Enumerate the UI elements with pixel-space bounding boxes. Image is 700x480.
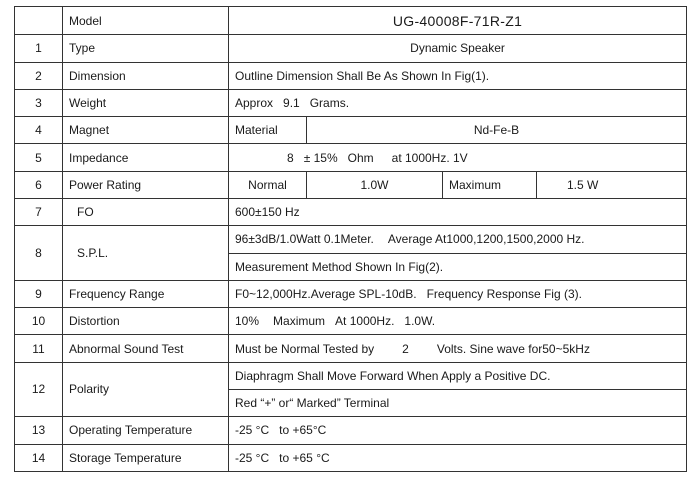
row-label: FO	[63, 198, 229, 225]
abnormal-test-volts: 2	[402, 341, 409, 356]
storage-temp-min: -25 °C	[235, 450, 270, 465]
power-max-label: Maximum	[443, 171, 537, 198]
row-number: 8	[15, 226, 63, 281]
table-row	[15, 308, 687, 335]
row-value	[229, 444, 687, 471]
freq-response-ref: Frequency Response Fig (3).	[426, 286, 582, 301]
row-number: 14	[15, 444, 63, 471]
row-number: 9	[15, 280, 63, 307]
spl-line-1	[229, 226, 687, 253]
magnet-material-label: Material	[229, 117, 307, 144]
weight-unit: Grams.	[309, 96, 350, 110]
table-row	[15, 280, 687, 307]
spl-line-2: Measurement Method Shown In Fig(2).	[229, 253, 687, 280]
table-row	[15, 62, 687, 89]
row-value	[229, 144, 687, 171]
row-label: Weight	[63, 89, 229, 116]
row-number: 3	[15, 89, 63, 116]
table-row	[15, 89, 687, 116]
spl-average: Average At1000,1200,1500,2000 Hz.	[387, 232, 585, 247]
impedance-condition: at 1000Hz. 1V	[391, 150, 468, 165]
row-label: Polarity	[63, 362, 229, 417]
speaker-spec-table	[14, 6, 687, 472]
header-label: Model	[63, 7, 229, 35]
row-value: Dynamic Speaker	[229, 35, 687, 62]
row-number: 13	[15, 417, 63, 444]
distortion-max: Maximum	[273, 314, 326, 329]
row-label: Magnet	[63, 117, 229, 144]
row-label: Frequency Range	[63, 280, 229, 307]
table-row	[15, 171, 687, 198]
polarity-line-2: Red “+” or“ Marked” Terminal	[229, 389, 687, 416]
row-value	[229, 335, 687, 362]
row-value: Outline Dimension Shall Be As Shown In Fig(1).	[229, 62, 687, 89]
row-number: 2	[15, 62, 63, 89]
row-label: Dimension	[63, 62, 229, 89]
row-label: Type	[63, 35, 229, 62]
operating-temp-max: to +65°C	[279, 423, 327, 438]
weight-value: 9.1	[283, 96, 300, 110]
row-label: Operating Temperature	[63, 417, 229, 444]
row-label: Storage Temperature	[63, 444, 229, 471]
table-row	[15, 444, 687, 471]
row-number: 6	[15, 171, 63, 198]
polarity-line-1: Diaphragm Shall Move Forward When Apply a Positive DC.	[229, 362, 687, 389]
table-row	[15, 362, 687, 389]
impedance-unit: Ohm	[347, 150, 374, 165]
power-normal-label: Normal	[229, 171, 307, 198]
row-label: S.P.L.	[63, 226, 229, 281]
power-normal-value: 1.0W	[307, 171, 443, 198]
operating-temp-min: -25 °C	[235, 423, 270, 438]
table-row	[15, 144, 687, 171]
row-number: 1	[15, 35, 63, 62]
row-number: 4	[15, 117, 63, 144]
table-row	[15, 417, 687, 444]
row-number: 7	[15, 198, 63, 225]
row-number: 11	[15, 335, 63, 362]
row-value	[229, 280, 687, 307]
distortion-freq: At 1000Hz.	[335, 314, 395, 329]
impedance-value: 8	[287, 150, 294, 165]
row-value: 600±150 Hz	[229, 198, 687, 225]
storage-temp-max: to +65 °C	[279, 450, 330, 465]
row-label: Distortion	[63, 308, 229, 335]
header-num-cell	[15, 7, 63, 35]
row-label: Impedance	[63, 144, 229, 171]
table-row	[15, 35, 687, 62]
model-number: UG-40008F-71R-Z1	[229, 7, 687, 35]
distortion-power: 1.0W.	[404, 314, 436, 329]
power-max-value-text: 1.5 W	[567, 177, 599, 192]
abnormal-test-text: Must be Normal Tested by	[235, 341, 375, 356]
abnormal-test-wave: Volts. Sine wave for50~5kHz	[436, 341, 590, 356]
row-number: 10	[15, 308, 63, 335]
freq-range-value: F0~12,000Hz.Average SPL-10dB.	[235, 286, 417, 301]
header-row	[15, 7, 687, 35]
row-value	[229, 89, 687, 116]
row-number: 12	[15, 362, 63, 417]
row-number: 5	[15, 144, 63, 171]
weight-approx: Approx	[235, 96, 274, 110]
row-label: Power Rating	[63, 171, 229, 198]
magnet-material-value: Nd-Fe-B	[307, 117, 687, 144]
row-label: Abnormal Sound Test	[63, 335, 229, 362]
impedance-tolerance: ± 15%	[303, 150, 338, 165]
spl-value: 96±3dB/1.0Watt 0.1Meter.	[235, 232, 374, 247]
table-row	[15, 117, 687, 144]
power-max-value	[537, 171, 687, 198]
row-value	[229, 308, 687, 335]
table-row	[15, 335, 687, 362]
row-value	[229, 417, 687, 444]
table-row	[15, 198, 687, 225]
distortion-value: 10%	[235, 314, 260, 329]
table-row	[15, 226, 687, 253]
